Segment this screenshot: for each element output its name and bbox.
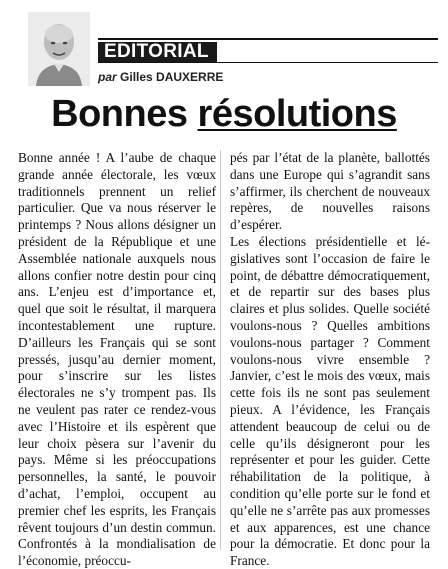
article-column-left	[18, 150, 216, 569]
section-title: EDITORIAL	[98, 42, 217, 62]
article-paragraph: pés par l’état de la planète, ballottés dans une Europe qui s’agrandit sans s’affirmer, ils cherchent de nouveaux repères, de nouvelles raisons d’espérer.	[230, 150, 430, 233]
headline-part2: résolutions	[197, 93, 397, 135]
author-portrait-image	[28, 12, 90, 86]
headline-part1: Bonnes	[51, 93, 198, 135]
article-paragraph: Les élections présidentielle et législatives sont l’occasion de faire le point, de débattre démocratiquement, et de repartir sur des bases plus claires et plus solides. Quelle société voulons-nous ? Quelles ambitions voulons-nous partager ? Comment voulons-nous vivre ensemble ? Janvier, c’est le mois des vœux, mais cette fois ils ne sont pas seulement pieux. A l’évidence, les Français attendent beaucoup de celui ou de celle qu’ils désigneront pour les représenter et pour les guider. Cette réhabilitation de la politique, à condition qu’elle porte sur le fond et qu’elle ne s’arrête pas aux promesses et aux apparences, est une chance pour la démocratie. Et donc pour la France.	[230, 233, 430, 569]
author-name: Gilles DAUXERRE	[120, 70, 224, 84]
banner-rule	[98, 62, 438, 63]
byline	[98, 70, 223, 84]
article-column-right	[230, 150, 430, 569]
editorial-banner	[98, 38, 438, 62]
byline-prefix: par	[98, 70, 117, 84]
column-divider	[220, 150, 221, 550]
headline	[0, 92, 448, 136]
author-photo	[28, 12, 90, 86]
article-paragraph: Bonne année ! A l’aube de chaque grande année électorale, les vœux traditionnels prennent un relief particulier. Que va nous réserver le printemps ? Nous allons désigner un président de la République et une Assemblée nationale auxquels nous allons confier notre destin pour cinq ans. L’enjeu est d’importance et, quel que soit le résultat, il marquera incontestablement une rupture. D’ailleurs les Français qui se sont pressés, jusqu’au dernier moment, pour s’inscrire sur les listes électorales ne s’y trompent pas. Ils ne veulent pas rater ce rendez-vous avec l’Histoire et ils espèrent que leur choix pèsera sur l’avenir du pays. Même si les préoccupations personnelles, la santé, le pouvoir d’achat, l’emploi, occupent au premier chef les esprits, les Français rêvent toujours d’un destin commun. Confrontés à la mondialisation de l’économie, préoccu-	[18, 150, 216, 569]
